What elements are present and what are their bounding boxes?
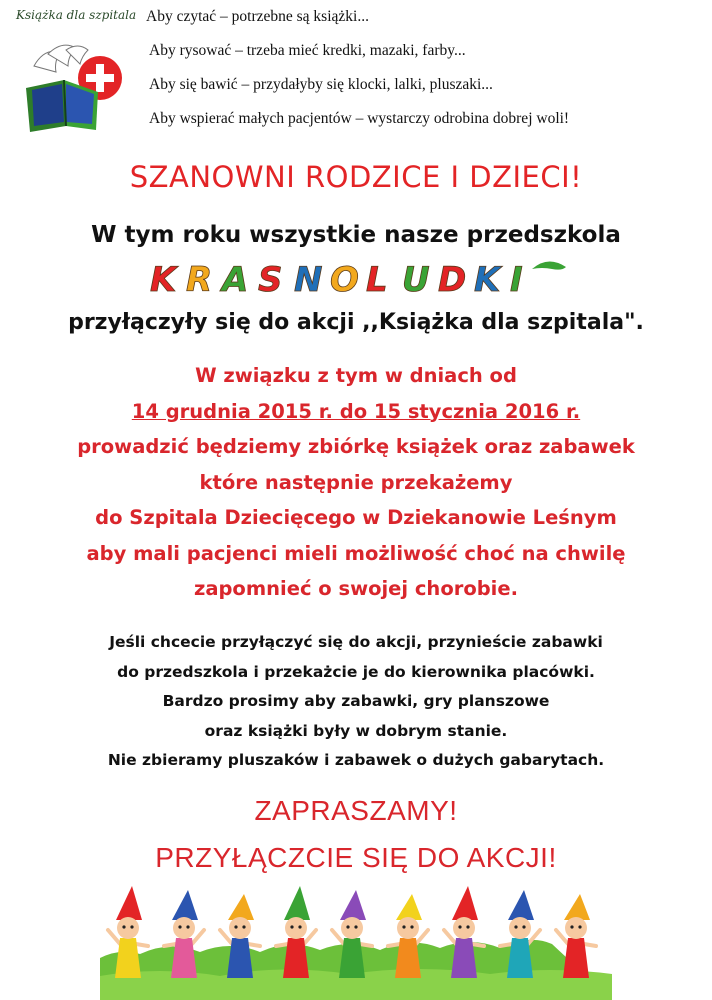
statement-line-3: przyłączyły się do akcji ,,Książka dla szpitala". [68,310,644,335]
closing-call-to-action: PRZYŁĄCZCIE SIĘ DO AKCJI! [155,842,557,873]
logo-text: Książka dla szpitala [16,8,137,22]
brand-letter: I [510,260,523,300]
announcement-line-6: aby mali pacjenci mieli możliwość choć na chwilę [86,541,626,565]
brand-letters [150,260,523,300]
announcement-line-3: prowadzić będziemy zbiórkę książek oraz zabawek [77,435,635,458]
book-for-hospital-logo [4,6,138,134]
brand-letter: U [402,260,430,300]
brand-letter: O [330,260,359,300]
announcement-line-7: zapomnieć o swojej chorobie. [193,577,519,600]
brand-letter: N [294,260,323,300]
dwarves-on-grass-illustration [100,880,612,1000]
intro-line-4: Aby wspierać małych pacjentów – wystarczy odrobina dobrej woli! [149,110,570,127]
brand-letter: D [438,260,467,300]
page-title: SZANOWNI RODZICE I DZIECI! [129,160,583,194]
announcement-line-4: które następnie przekażemy [199,470,513,494]
instruction-line: Nie zbieramy pluszaków i zabawek o dużych gabarytach. [107,751,605,769]
intro-line-3: Aby się bawić – przydałyby się klocki, lalki, pluszaki... [149,76,493,93]
intro-line-1: Aby czytać – potrzebne są książki... [146,8,369,25]
brand-letter: K [150,260,177,300]
brand-letter: S [258,260,283,300]
brand-letter: A [222,260,249,300]
instructions [0,628,712,776]
instruction-line: Bardzo prosimy aby zabawki, gry planszowe [162,692,550,710]
instruction-line: Jeśli chcecie przyłączyć się do akcji, przynieście zabawki [109,633,603,651]
dwarves-group [108,886,596,978]
krasnoludki-brand-logo [140,255,580,301]
brand-letter: L [366,260,388,300]
brand-letter: R [186,260,213,300]
mushroom-hat-icon [532,261,566,269]
brand-letter: K [474,260,501,300]
intro-line-2: Aby rysować – trzeba mieć kredki, mazaki, farby... [149,42,466,59]
announcement-line-1: W związku z tym w dniach od [195,364,517,387]
statement-line-1: W tym roku wszystkie nasze przedszkola [91,222,621,248]
instruction-line: do przedszkola i przekażcie je do kierownika placówki. [117,662,595,681]
closing-invite: ZAPRASZAMY! [254,795,458,826]
announcement-dates: 14 grudnia 2015 r. do 15 stycznia 2016 r. [131,399,581,423]
instruction-line: oraz książki były w dobrym stanie. [204,721,508,740]
announcement-line-5: do Szpitala Dziecięcego w Dziekanowie Leśnym [95,506,617,529]
announcement [0,358,712,607]
book-with-cross-icon [4,6,138,134]
